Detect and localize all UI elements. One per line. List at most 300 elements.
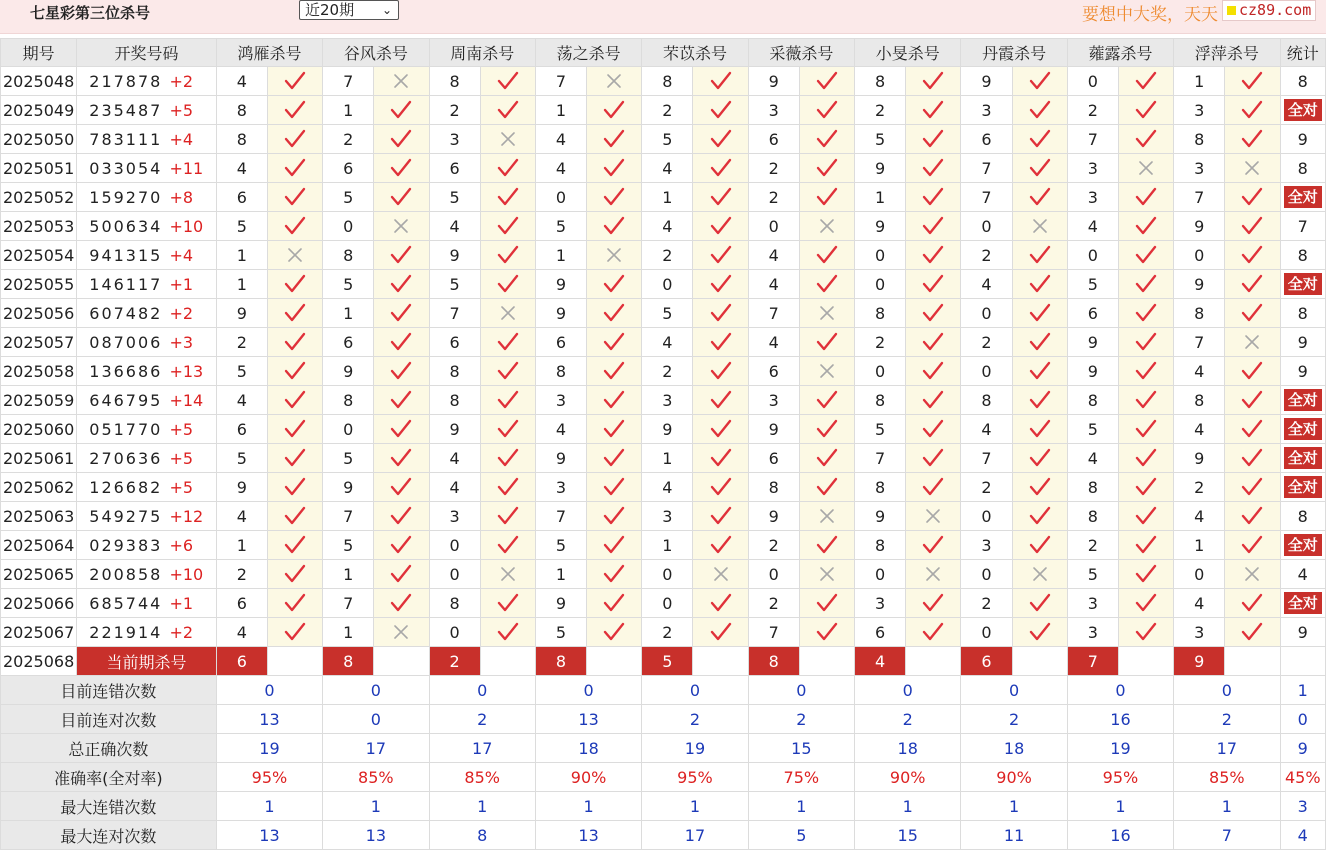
kill-number-cell: 0 xyxy=(748,212,799,241)
correct-mark xyxy=(267,618,322,647)
kill-number-cell: 6 xyxy=(323,328,374,357)
kill-number-cell: 6 xyxy=(323,154,374,183)
check-icon xyxy=(1029,593,1051,613)
correct-mark xyxy=(480,183,535,212)
correct-mark xyxy=(374,502,429,531)
kill-number-cell: 5 xyxy=(855,415,906,444)
kill-number-cell: 2 xyxy=(642,357,693,386)
correct-mark xyxy=(1118,299,1173,328)
kill-number-cell: 8 xyxy=(1174,386,1225,415)
kill-number-cell: 3 xyxy=(1174,154,1225,183)
table-row xyxy=(1,386,1326,415)
draw-extra: +6 xyxy=(169,535,194,555)
stats-value: 17 xyxy=(429,734,535,763)
kill-number-cell: 6 xyxy=(1067,299,1118,328)
kill-number-cell: 0 xyxy=(961,502,1012,531)
current-kill-blank xyxy=(267,647,322,676)
column-header: 蕹露杀号 xyxy=(1067,39,1173,67)
correct-mark xyxy=(267,328,322,357)
kill-number-cell: 0 xyxy=(961,212,1012,241)
check-icon xyxy=(1135,535,1157,555)
correct-mark xyxy=(1012,183,1067,212)
current-kill-number: 9 xyxy=(1174,647,1225,676)
stats-row xyxy=(1,734,1326,763)
kill-number-cell: 4 xyxy=(216,67,267,96)
kill-number-cell: 9 xyxy=(748,502,799,531)
check-icon xyxy=(1241,129,1263,149)
correct-mark xyxy=(693,589,748,618)
check-icon xyxy=(497,593,519,613)
kill-number-cell: 9 xyxy=(535,270,586,299)
correct-mark xyxy=(267,502,322,531)
cross-icon xyxy=(1243,333,1261,351)
draw-extra: +2 xyxy=(169,71,194,91)
table-row xyxy=(1,560,1326,589)
draw-extra: +4 xyxy=(169,129,194,149)
kill-number-cell: 1 xyxy=(323,299,374,328)
stat-cell xyxy=(1280,183,1325,212)
check-icon xyxy=(1135,390,1157,410)
kill-number-cell: 8 xyxy=(1174,125,1225,154)
column-header: 芣苡杀号 xyxy=(642,39,748,67)
kill-number-cell: 3 xyxy=(429,502,480,531)
kill-number-cell: 4 xyxy=(642,212,693,241)
current-kill-number: 7 xyxy=(1067,647,1118,676)
correct-mark xyxy=(1225,589,1280,618)
kill-number-cell: 0 xyxy=(429,531,480,560)
check-icon xyxy=(390,129,412,149)
check-icon xyxy=(816,158,838,178)
table-row xyxy=(1,502,1326,531)
cross-icon xyxy=(818,362,836,380)
correct-mark xyxy=(906,154,961,183)
check-icon xyxy=(497,622,519,642)
kill-number-cell: 8 xyxy=(1067,502,1118,531)
all-correct-badge: 全对 xyxy=(1284,99,1322,121)
check-icon xyxy=(922,361,944,381)
check-icon xyxy=(603,216,625,236)
correct-mark xyxy=(480,618,535,647)
cross-icon xyxy=(924,507,942,525)
table-row xyxy=(1,299,1326,328)
column-header: 开奖号码 xyxy=(77,39,217,67)
kill-number-cell: 8 xyxy=(855,531,906,560)
check-icon xyxy=(390,332,412,352)
cross-icon xyxy=(1137,159,1155,177)
correct-mark xyxy=(1118,357,1173,386)
kill-number-cell: 4 xyxy=(1174,415,1225,444)
correct-mark xyxy=(587,386,642,415)
current-kill-number: 4 xyxy=(855,647,906,676)
stats-value: 0 xyxy=(1067,676,1173,705)
kill-number-cell: 5 xyxy=(855,125,906,154)
stats-value: 19 xyxy=(642,734,748,763)
stats-label: 目前连对次数 xyxy=(1,705,217,734)
kill-number-cell: 4 xyxy=(961,270,1012,299)
check-icon xyxy=(816,274,838,294)
kill-number-cell: 5 xyxy=(216,444,267,473)
kill-number-cell: 5 xyxy=(323,531,374,560)
correct-mark xyxy=(374,299,429,328)
correct-mark xyxy=(587,357,642,386)
stats-label: 最大连对次数 xyxy=(1,821,217,850)
kill-number-cell: 4 xyxy=(748,328,799,357)
kill-number-cell: 0 xyxy=(1067,241,1118,270)
table-row xyxy=(1,96,1326,125)
correct-mark xyxy=(693,270,748,299)
column-header: 期号 xyxy=(1,39,77,67)
correct-mark xyxy=(587,299,642,328)
kill-number-cell: 7 xyxy=(1174,183,1225,212)
cross-icon xyxy=(818,565,836,583)
kill-number-cell: 2 xyxy=(642,96,693,125)
kill-number-cell: 3 xyxy=(1067,183,1118,212)
stats-value: 1 xyxy=(855,792,961,821)
kill-number-cell: 2 xyxy=(748,183,799,212)
correct-mark xyxy=(267,183,322,212)
check-icon xyxy=(390,100,412,120)
kill-number-cell: 5 xyxy=(323,270,374,299)
cross-icon xyxy=(1243,159,1261,177)
chevron-down-icon: ⌄ xyxy=(381,3,392,17)
kill-number-cell: 3 xyxy=(642,386,693,415)
correct-mark xyxy=(587,618,642,647)
stats-value: 8 xyxy=(429,821,535,850)
kill-number-cell: 7 xyxy=(323,67,374,96)
kill-number-cell: 9 xyxy=(1174,444,1225,473)
draw-digits: 200858 xyxy=(89,564,163,584)
correct-mark xyxy=(587,531,642,560)
check-icon xyxy=(1135,187,1157,207)
wrong-mark xyxy=(906,502,961,531)
check-icon xyxy=(710,187,732,207)
correct-mark xyxy=(1012,154,1067,183)
stats-value: 0 xyxy=(961,676,1067,705)
check-icon xyxy=(1029,477,1051,497)
check-icon xyxy=(1135,564,1157,584)
stats-value: 0 xyxy=(216,676,322,705)
kill-number-cell: 4 xyxy=(216,618,267,647)
kill-number-cell: 9 xyxy=(323,473,374,502)
stat-cell xyxy=(1280,473,1325,502)
all-correct-badge: 全对 xyxy=(1284,476,1322,498)
period-cell: 2025054 xyxy=(1,241,77,270)
check-icon xyxy=(284,506,306,526)
kill-number-cell: 0 xyxy=(748,560,799,589)
column-header: 谷风杀号 xyxy=(323,39,429,67)
period-cell: 2025056 xyxy=(1,299,77,328)
kill-number-cell: 7 xyxy=(535,67,586,96)
stats-value: 2 xyxy=(429,705,535,734)
correct-mark xyxy=(1118,67,1173,96)
kill-number-cell: 7 xyxy=(961,444,1012,473)
draw-digits: 235487 xyxy=(89,100,163,120)
kill-number-cell: 2 xyxy=(961,473,1012,502)
table-row xyxy=(1,531,1326,560)
stat-cell xyxy=(1280,270,1325,299)
kill-number-cell: 0 xyxy=(961,560,1012,589)
correct-mark xyxy=(374,357,429,386)
period-cell: 2025048 xyxy=(1,67,77,96)
correct-mark xyxy=(693,299,748,328)
cross-icon xyxy=(1243,565,1261,583)
table-row xyxy=(1,241,1326,270)
period-range-value: 近20期 xyxy=(305,1,355,19)
draw-number-cell xyxy=(77,502,217,531)
check-icon xyxy=(603,158,625,178)
check-icon xyxy=(922,332,944,352)
check-icon xyxy=(922,71,944,91)
kill-number-cell: 4 xyxy=(642,473,693,502)
correct-mark xyxy=(480,386,535,415)
correct-mark xyxy=(480,415,535,444)
correct-mark xyxy=(799,444,854,473)
check-icon xyxy=(816,245,838,265)
correct-mark xyxy=(1012,473,1067,502)
cross-icon xyxy=(712,565,730,583)
stats-value: 1 xyxy=(535,792,641,821)
wrong-mark xyxy=(480,125,535,154)
cross-icon xyxy=(605,246,623,264)
kill-number-cell: 4 xyxy=(1067,444,1118,473)
check-icon xyxy=(497,390,519,410)
period-cell: 2025049 xyxy=(1,96,77,125)
wrong-mark xyxy=(1012,212,1067,241)
check-icon xyxy=(1241,361,1263,381)
correct-mark xyxy=(480,154,535,183)
stats-row xyxy=(1,763,1326,792)
stat-cell xyxy=(1280,96,1325,125)
period-range-select[interactable] xyxy=(299,0,399,20)
kill-number-cell: 6 xyxy=(748,444,799,473)
check-icon xyxy=(1135,448,1157,468)
draw-digits: 136686 xyxy=(89,361,163,381)
cross-icon xyxy=(818,217,836,235)
check-icon xyxy=(922,390,944,410)
check-icon xyxy=(710,535,732,555)
kill-number-cell: 8 xyxy=(961,386,1012,415)
check-icon xyxy=(816,71,838,91)
wrong-mark xyxy=(799,357,854,386)
period-cell: 2025057 xyxy=(1,328,77,357)
kill-number-cell: 8 xyxy=(535,357,586,386)
top-bar xyxy=(0,0,1326,34)
check-icon xyxy=(497,477,519,497)
table-header-row xyxy=(1,39,1326,67)
current-period-row xyxy=(1,647,1326,676)
stats-value: 9 xyxy=(1280,734,1325,763)
correct-mark xyxy=(799,125,854,154)
stat-cell: 8 xyxy=(1280,299,1325,328)
kill-number-cell: 6 xyxy=(429,154,480,183)
period-cell: 2025052 xyxy=(1,183,77,212)
check-icon xyxy=(390,506,412,526)
check-icon xyxy=(497,419,519,439)
stat-cell xyxy=(1280,589,1325,618)
draw-extra: +5 xyxy=(169,448,194,468)
kill-number-cell: 2 xyxy=(855,328,906,357)
check-icon xyxy=(922,448,944,468)
current-kill-number: 5 xyxy=(642,647,693,676)
stats-label: 总正确次数 xyxy=(1,734,217,763)
correct-mark xyxy=(480,444,535,473)
stats-value: 0 xyxy=(323,705,429,734)
all-correct-badge: 全对 xyxy=(1284,447,1322,469)
draw-extra: +1 xyxy=(169,593,194,613)
current-kill-label: 当前期杀号 xyxy=(77,647,217,676)
correct-mark xyxy=(1225,618,1280,647)
draw-digits: 126682 xyxy=(89,477,163,497)
draw-number-cell xyxy=(77,618,217,647)
period-cell: 2025061 xyxy=(1,444,77,473)
check-icon xyxy=(284,303,306,323)
correct-mark xyxy=(1225,357,1280,386)
check-icon xyxy=(497,361,519,381)
correct-mark xyxy=(1225,531,1280,560)
check-icon xyxy=(603,564,625,584)
wrong-mark xyxy=(799,560,854,589)
current-kill-blank xyxy=(587,647,642,676)
column-header: 荡之杀号 xyxy=(535,39,641,67)
kill-number-cell: 9 xyxy=(961,67,1012,96)
check-icon xyxy=(603,390,625,410)
stats-value: 13 xyxy=(323,821,429,850)
kill-number-cell: 6 xyxy=(216,183,267,212)
wrong-mark xyxy=(480,560,535,589)
check-icon xyxy=(1029,158,1051,178)
cross-icon xyxy=(286,246,304,264)
draw-extra: +5 xyxy=(169,419,194,439)
check-icon xyxy=(710,100,732,120)
correct-mark xyxy=(587,560,642,589)
kill-number-cell: 1 xyxy=(642,444,693,473)
draw-extra: +13 xyxy=(169,361,204,381)
check-icon xyxy=(1135,274,1157,294)
kill-number-cell: 9 xyxy=(1067,328,1118,357)
draw-digits: 146117 xyxy=(89,274,163,294)
correct-mark xyxy=(1012,67,1067,96)
correct-mark xyxy=(480,241,535,270)
stats-value: 95% xyxy=(642,763,748,792)
stats-value: 16 xyxy=(1067,705,1173,734)
correct-mark xyxy=(1118,386,1173,415)
column-header: 浮萍杀号 xyxy=(1174,39,1280,67)
column-header: 丹霞杀号 xyxy=(961,39,1067,67)
kill-number-cell: 2 xyxy=(1067,96,1118,125)
check-icon xyxy=(1241,593,1263,613)
kill-number-cell: 8 xyxy=(216,96,267,125)
kill-number-cell: 3 xyxy=(961,96,1012,125)
kill-number-cell: 2 xyxy=(748,531,799,560)
promo-banner[interactable]: 要想中大奖，天天 xyxy=(1082,5,1218,25)
check-icon xyxy=(816,100,838,120)
column-header: 鸿雁杀号 xyxy=(216,39,322,67)
kill-number-cell: 2 xyxy=(1174,473,1225,502)
check-icon xyxy=(603,332,625,352)
correct-mark xyxy=(1118,473,1173,502)
table-row xyxy=(1,589,1326,618)
site-badge-text: cz89.com xyxy=(1239,1,1312,19)
check-icon xyxy=(390,187,412,207)
wrong-mark xyxy=(374,618,429,647)
draw-number-cell xyxy=(77,357,217,386)
kill-number-cell: 6 xyxy=(748,125,799,154)
wrong-mark xyxy=(1118,154,1173,183)
kill-number-cell: 1 xyxy=(323,618,374,647)
correct-mark xyxy=(799,618,854,647)
check-icon xyxy=(1135,593,1157,613)
check-icon xyxy=(390,158,412,178)
stats-value: 19 xyxy=(216,734,322,763)
stats-value: 2 xyxy=(748,705,854,734)
correct-mark xyxy=(1012,415,1067,444)
draw-extra: +2 xyxy=(169,303,194,323)
correct-mark xyxy=(267,270,322,299)
check-icon xyxy=(1029,419,1051,439)
correct-mark xyxy=(480,357,535,386)
check-icon xyxy=(390,303,412,323)
correct-mark xyxy=(267,531,322,560)
kill-number-cell: 0 xyxy=(855,560,906,589)
kill-number-cell: 8 xyxy=(855,386,906,415)
kill-number-cell: 4 xyxy=(535,125,586,154)
draw-digits: 685744 xyxy=(89,593,163,613)
correct-mark xyxy=(1225,125,1280,154)
correct-mark xyxy=(1012,444,1067,473)
draw-digits: 217878 xyxy=(89,71,163,91)
draw-extra: +11 xyxy=(169,158,204,178)
period-cell: 2025059 xyxy=(1,386,77,415)
kill-number-cell: 0 xyxy=(961,299,1012,328)
cross-icon xyxy=(605,72,623,90)
kill-number-table xyxy=(0,38,1326,850)
check-icon xyxy=(1135,477,1157,497)
kill-number-cell: 3 xyxy=(1174,618,1225,647)
stats-value: 90% xyxy=(535,763,641,792)
kill-number-cell: 9 xyxy=(1174,270,1225,299)
kill-number-cell: 8 xyxy=(323,241,374,270)
site-badge[interactable] xyxy=(1222,0,1316,21)
draw-extra: +10 xyxy=(169,564,204,584)
correct-mark xyxy=(1118,531,1173,560)
correct-mark xyxy=(1012,241,1067,270)
kill-number-cell: 4 xyxy=(216,502,267,531)
check-icon xyxy=(603,303,625,323)
stats-value: 4 xyxy=(1280,821,1325,850)
stat-cell xyxy=(1280,444,1325,473)
correct-mark xyxy=(906,415,961,444)
current-kill-blank xyxy=(480,647,535,676)
stats-row xyxy=(1,705,1326,734)
table-row xyxy=(1,473,1326,502)
period-cell: 2025066 xyxy=(1,589,77,618)
check-icon xyxy=(284,564,306,584)
stat-cell xyxy=(1280,531,1325,560)
check-icon xyxy=(390,245,412,265)
kill-number-cell: 7 xyxy=(748,299,799,328)
current-period-cell: 2025068 xyxy=(1,647,77,676)
wrong-mark xyxy=(693,560,748,589)
stats-value: 3 xyxy=(1280,792,1325,821)
check-icon xyxy=(603,593,625,613)
stats-value: 1 xyxy=(1280,676,1325,705)
kill-number-cell: 4 xyxy=(748,270,799,299)
check-icon xyxy=(1241,622,1263,642)
check-icon xyxy=(1241,245,1263,265)
current-kill-blank xyxy=(1118,647,1173,676)
kill-number-cell: 2 xyxy=(1067,531,1118,560)
check-icon xyxy=(284,622,306,642)
